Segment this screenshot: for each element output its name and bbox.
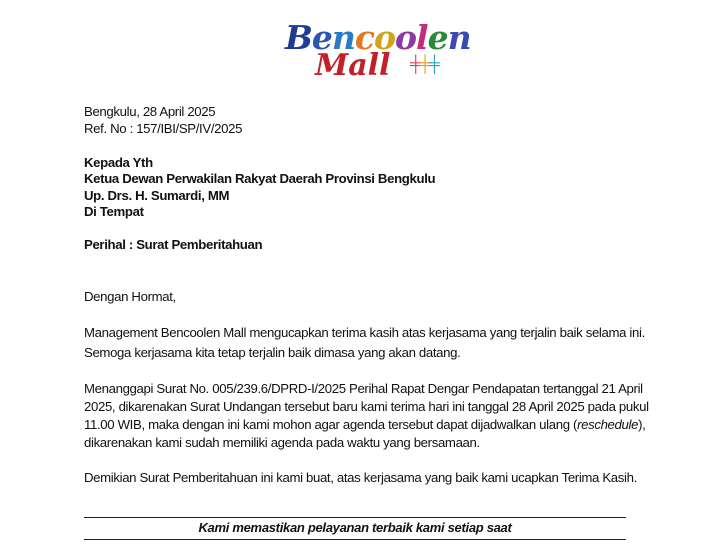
paragraph-2-line: Menanggapi Surat No. 005/239.6/DPRD-I/2025 Perihal Rapat Dengar Pendapatan tertanggal 21 April <box>84 381 643 396</box>
closing-paragraph: Demikian Surat Pemberitahuan ini kami buat, atas kerjasama yang baik kami ucapkan Terima Kasih. <box>84 470 637 485</box>
text: ), <box>638 417 646 432</box>
recipient-line: Di Tempat <box>84 204 144 219</box>
reference-number: Ref. No : 157/IBI/SP/IV/2025 <box>84 121 243 136</box>
text: 11.00 WIB, maka dengan ini kami mohon agar agenda tersebut dapat dijadwalkan ulang ( <box>84 417 578 432</box>
footer-divider-bottom <box>84 539 626 540</box>
paragraph-2-line <box>84 417 645 432</box>
recipient-line: Ketua Dewan Perwakilan Rakyat Daerah Provinsi Bengkulu <box>84 171 436 186</box>
place-date: Bengkulu, 28 April 2025 <box>84 104 216 119</box>
recipient-line: Kepada Yth <box>84 155 153 170</box>
recipient-line: Up. Drs. H. Sumardi, MM <box>84 188 230 203</box>
paragraph-2-line: dikarenakan kami sudah memiliki agenda pada waktu yang bersamaan. <box>84 435 480 450</box>
footer-tagline: Kami memastikan pelayanan terbaik kami setiap saat <box>198 520 512 535</box>
footer-divider-top <box>84 517 626 518</box>
greeting: Dengan Hormat, <box>84 289 176 304</box>
logo-ornament-icon: ╪╪╪ <box>410 56 439 73</box>
logo-bencoolen: Bencoolen <box>285 18 471 57</box>
paragraph-1-line: Semoga kerjasama kita tetap terjalin baik dimasa yang akan datang. <box>84 345 461 360</box>
italic-term: reschedule <box>577 417 639 432</box>
paragraph-2-line: 2025, dikarenakan Surat Undangan tersebut baru kami terima hari ini tanggal 28 April 2025 pada pukul <box>84 399 649 414</box>
subject: Perihal : Surat Pemberitahuan <box>84 237 263 252</box>
paragraph-1-line: Management Bencoolen Mall mengucapkan terima kasih atas kerjasama yang terjalin baik selama ini. <box>84 325 645 340</box>
logo-mall: Mall <box>315 48 391 83</box>
